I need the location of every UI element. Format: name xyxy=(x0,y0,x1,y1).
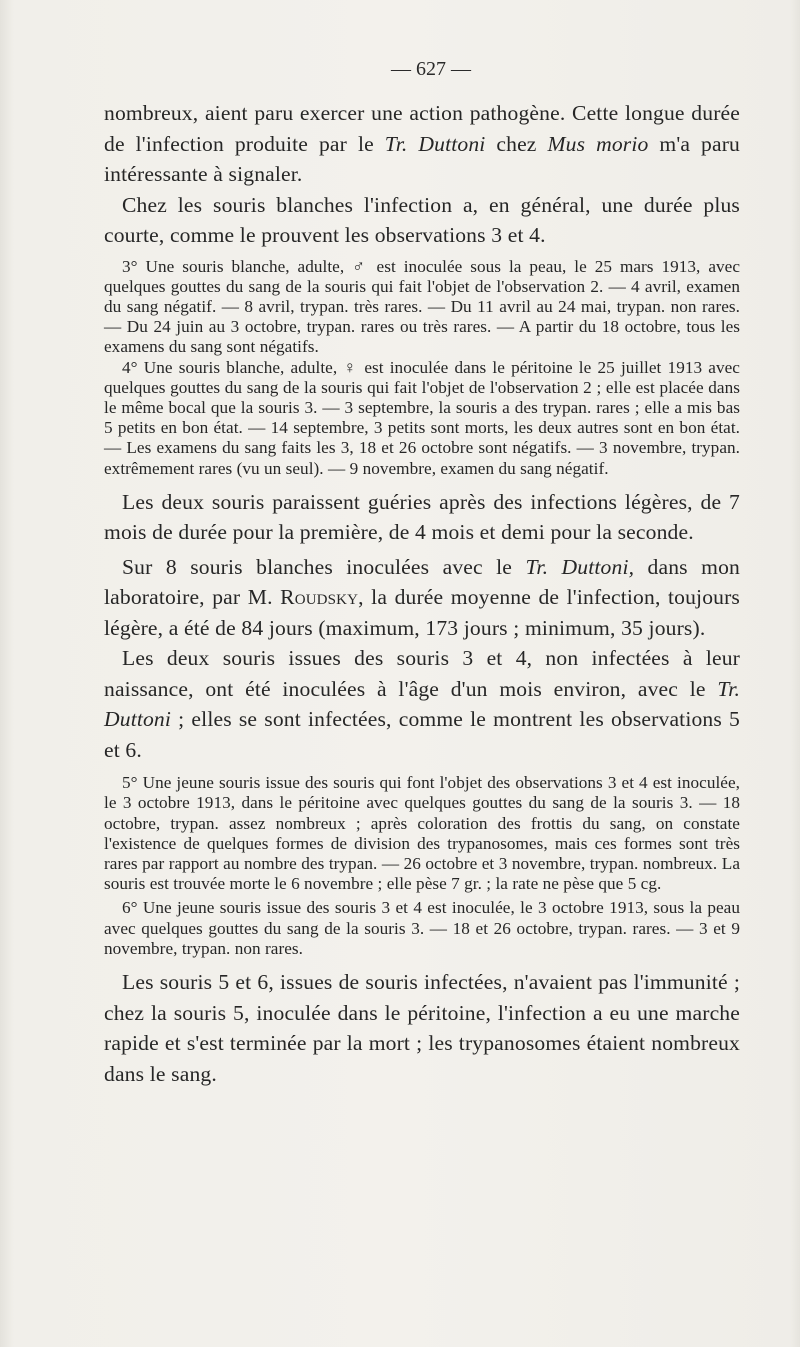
observation-3: 3° Une souris blanche, adulte, ♂ est inoculée sous la peau, le 25 mars 1913, avec quelques gouttes du sang de la souris qui fait l'objet de l'observation 2. — 4 avril, examen du sang négatif. — 8 avril, trypan. très rares. — Du 11 avril au 24 mai, trypan. non rares. — Du 24 juin au 3 octobre, trypan. rares ou très rares. — A partir du 18 octobre, tous les examens du sang sont négatifs. xyxy=(104,256,740,357)
paragraph-recovery: Les deux souris paraissent guéries après des infections légères, de 7 mois de durée pour la première, de 4 mois et demi pour la seconde. xyxy=(104,489,740,545)
observation-4: 4° Une souris blanche, adulte, ♀ est inoculée dans le péritoine le 25 juillet 1913 avec quelques gouttes du sang de la souris qui fait l'objet de l'observation 2 ; elle est placée dans le même bocal que la souris 3. — 3 septembre, la souris a des trypan. rares ; elle a mis bas 5 petits en bon état. — 14 septembre, 3 petits sont morts, les deux autres sont en bon état. — Les examens du sang faits les 3, 18 et 26 octobre sont négatifs. — 3 novembre, trypan. extrêmement rares (vu un seul). — 9 novembre, examen du sang négatif. xyxy=(104,357,740,478)
species-name: Tr. Duttoni xyxy=(384,131,486,156)
page-number: — 627 — xyxy=(391,58,471,80)
species-name: Mus morio xyxy=(547,131,649,156)
text-run: chez xyxy=(485,131,548,156)
paragraph-conclusion: Les souris 5 et 6, issues de souris infectées, n'avaient pas l'immunité ; chez la souris 5, inoculée dans le péritoine, l'infection a eu une marche rapide et s'est terminée par la mort ; les trypanosomes étaient nombreux dans le sang. xyxy=(104,970,740,1086)
text-run: , la durée moyenne de l'infection, toujours légère, a été de 84 jours (maximum, 173 jours ; minimum, 35 jours). xyxy=(104,585,740,640)
species-name: Tr. Duttoni, xyxy=(525,554,635,579)
text-run: dans mon laboratoire, par M. xyxy=(104,554,740,610)
observation-5: 5° Une jeune souris issue des souris qui font l'objet des observations 3 et 4 est inoculée, le 3 octobre 1913, dans le péritoine avec quelques gouttes du sang de la souris 3. — 18 octobre, trypan. assez nombreux ; après coloration des frottis du sang, on constate l'existence de quelques formes de division des trypanosomes, mais ces formes sont très rares par rapport au nombre des trypan. — 26 octobre et 3 novembre, trypan. nombreux. La souris est trouvée morte le 6 novembre ; elle pèse 7 gr. ; la rate ne pèse que 5 cg. xyxy=(104,773,740,894)
text-run: m'a paru intéressante à signaler. xyxy=(104,131,741,186)
observation-6: 6° Une jeune souris issue des souris 3 et 4 est inoculée, le 3 octobre 1913, sous la peau avec quelques gouttes du sang de la souris 3. — 18 et 26 octobre, trypan. rares. — 3 et 9 novembre, trypan. non rares. xyxy=(104,898,740,958)
paragraph-roudsky xyxy=(104,552,740,644)
paragraph-continuation xyxy=(104,98,740,190)
text-run: nombreux, aient paru exercer une action pathogène. Cette longue durée de l'infection produite par le xyxy=(104,101,740,156)
species-name: Tr. Duttoni xyxy=(104,676,740,732)
author-name: Roudsky xyxy=(280,585,359,610)
text-run: Sur 8 souris blanches inoculées avec le xyxy=(122,554,526,579)
paragraph-white-mice: Chez les souris blanches l'infection a, en général, une durée plus courte, comme le prouvent les observations 3 et 4. xyxy=(104,192,740,247)
paragraph-offspring xyxy=(104,643,740,765)
page-body xyxy=(104,98,740,1089)
text-run: ; elles se sont infectées, comme le montrent les observations 5 et 6. xyxy=(104,707,740,762)
text-run: Les deux souris issues des souris 3 et 4, non infectées à leur naissance, ont été inoculées à l'âge d'un mois environ, avec le xyxy=(104,646,740,701)
